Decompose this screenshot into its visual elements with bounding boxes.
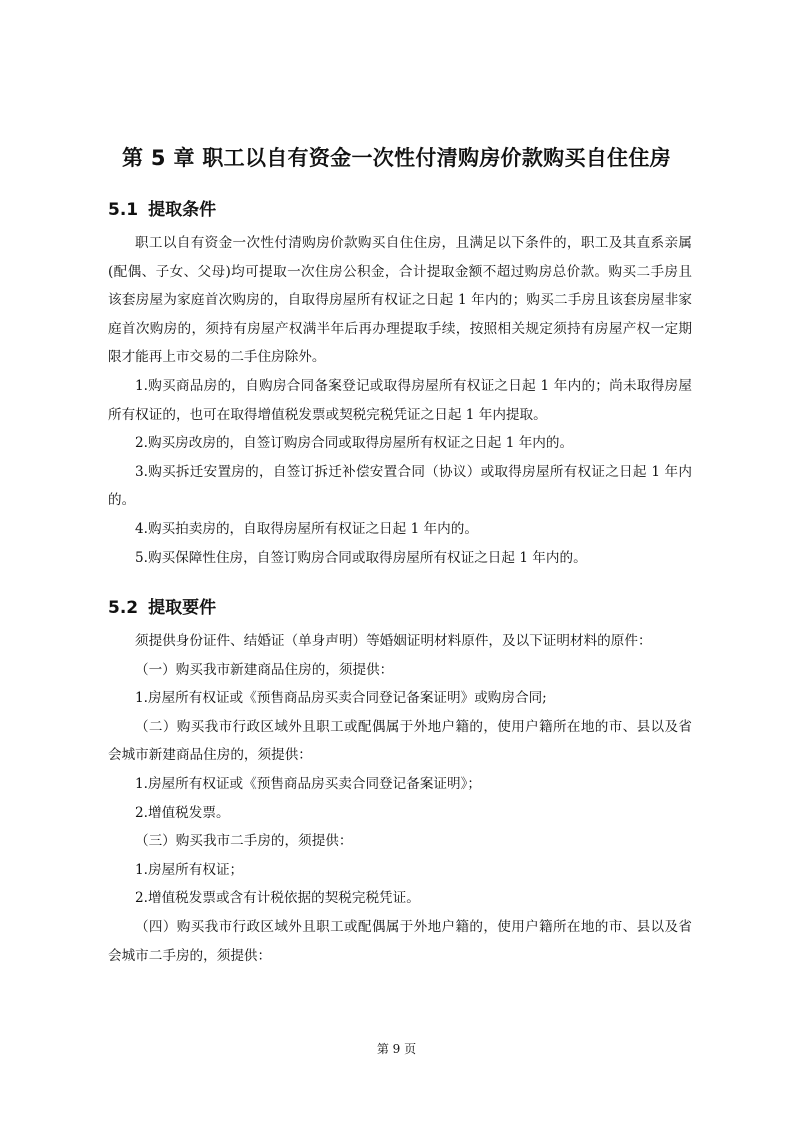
list-item-line: （二）购买我市行政区域外且职工或配偶属于外地户籍的，使用户籍所在地的市、县以及省	[135, 718, 692, 735]
list-item-line: 4.购买拍卖房的，自取得房屋所有权证之日起 1 年内的。	[135, 520, 478, 537]
section-5-2-body	[108, 627, 692, 970]
section-number: 5.1	[108, 200, 139, 220]
list-item-line: 1.房屋所有权证；	[135, 861, 244, 878]
list-item-line: 所有权证的，也可在取得增值税发票或契税完税凭证之日起 1 年内提取。	[108, 406, 547, 423]
list-item-line: 1.房屋所有权证或《预售商品房买卖合同登记备案证明》或购房合同;	[135, 690, 547, 707]
list-item-line: 2.购买房改房的，自签订购房合同或取得房屋所有权证之日起 1 年内的。	[135, 435, 574, 452]
list-item-line: 1.购买商品房的，自购房合同备案登记或取得房屋所有权证之日起 1 年内的；尚未取得房屋	[135, 377, 692, 394]
list-item-line: 3.购买拆迁安置房的，自签订拆迁补偿安置合同（协议）或取得房屋所有权证之日起 1 年内	[135, 463, 692, 480]
list-item-line: 2.增值税发票。	[135, 804, 230, 821]
list-item-line: （一）购买我市新建商品住房的，须提供：	[135, 661, 394, 678]
paragraph-line: 该套房屋为家庭首次购房的，自取得房屋所有权证之日起 1 年内的；购买二手房且该套房屋非家	[108, 292, 692, 309]
section-title: 提取条件	[148, 200, 217, 220]
paragraph-line: (配偶、子女、父母)均可提取一次住房公积金，合计提取金额不超过购房总价款。购买二手房且	[108, 263, 692, 280]
section-title: 提取要件	[148, 598, 217, 618]
chapter-title: 第 5 章 职工以自有资金一次性付清购房价款购买自住住房	[122, 146, 671, 170]
page-number: 第 9 页	[376, 1042, 417, 1056]
paragraph-line: 限才能再上市交易的二手住房除外。	[108, 349, 326, 366]
paragraph-line: 庭首次购房的，须持有房屋产权满半年后再办理提取手续，按照相关规定须持有房屋产权一定期	[108, 320, 692, 337]
paragraph-line: 职工以自有资金一次性付清购房价款购买自住住房，且满足以下条件的，职工及其直系亲属	[135, 235, 692, 251]
list-item-line: 会城市二手房的，须提供：	[108, 947, 272, 964]
list-item-line: 会城市新建商品住房的，须提供：	[108, 747, 312, 764]
list-item-line: （三）购买我市二手房的，须提供：	[135, 833, 353, 850]
section-5-1-body	[108, 229, 692, 572]
list-item-line: （四）购买我市行政区域外且职工或配偶属于外地户籍的，使用户籍所在地的市、县以及省	[135, 918, 692, 935]
list-item-line: 2.增值税发票或含有计税依据的契税完税凭证。	[135, 890, 420, 907]
list-item-line: 的。	[108, 492, 136, 509]
section-heading-5-2	[108, 596, 216, 620]
section-heading-5-1	[108, 198, 216, 222]
section-number: 5.2	[108, 598, 139, 618]
list-item-line: 5.购买保障性住房，自签订购房合同或取得房屋所有权证之日起 1 年内的。	[135, 549, 587, 566]
list-item-line: 1.房屋所有权证或《预售商品房买卖合同登记备案证明》；	[135, 775, 482, 792]
paragraph-line: 须提供身份证件、结婚证（单身声明）等婚姻证明材料原件，及以下证明材料的原件：	[135, 633, 652, 649]
